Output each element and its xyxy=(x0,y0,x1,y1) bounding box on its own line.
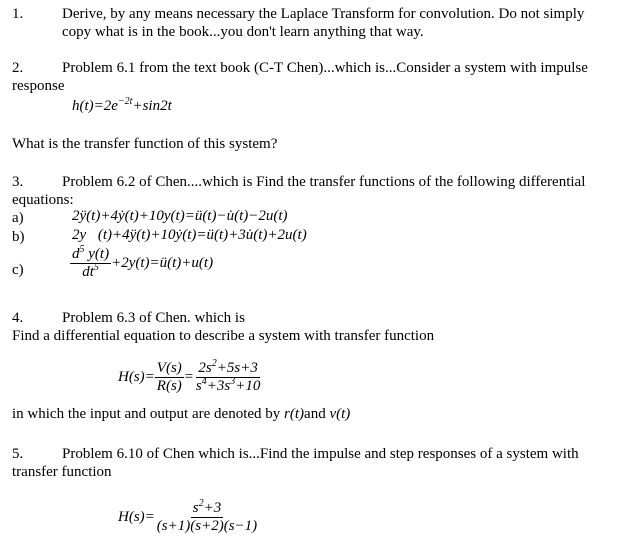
q5-line1: Problem 6.10 of Chen which is...Find the impulse and step responses of a system with xyxy=(62,446,579,462)
q4-fraction-vr xyxy=(155,360,184,395)
q1-line1: Derive, by any means necessary the Laplace Transform for convolution. Do not simply xyxy=(62,6,585,22)
q3-c-equation xyxy=(70,246,213,281)
q4-line3-v: v(t) xyxy=(329,406,351,422)
q4-transfer-function xyxy=(118,360,262,395)
q2-line1: Problem 6.1 from the text book (C-T Chen)...which is...Consider a system with impulse xyxy=(62,60,588,76)
q5-transfer-function xyxy=(118,500,259,535)
q4-equals: = xyxy=(183,369,194,385)
q2-equation: $h(t)=2e^{-2t}+\sin 2t$ xyxy=(72,96,172,114)
q3-b-equation: 2y⃛(t)+4ÿ(t)+10ẏ(t)=ü(t)+3u̇(t)+2u(t) xyxy=(72,227,307,243)
q3-c-rest: +2y(t)=ü(t)+u(t) xyxy=(111,255,214,271)
q3-line2: equations: xyxy=(12,192,74,208)
q5-h-lhs: H(s)= xyxy=(118,509,155,525)
q4-line3-text: in which the input and output are denoted by xyxy=(12,406,281,422)
q5-frac-den: (s+1)(s+2)(s−1) xyxy=(156,518,258,534)
q3-a-label: a) xyxy=(12,210,24,226)
q4-line3 xyxy=(12,406,350,423)
q4-line3-and: and xyxy=(304,406,326,422)
q2-number: 2. xyxy=(12,60,24,76)
q1-line2: copy what is in the book...you don't learn anything that way. xyxy=(62,24,424,40)
q4-frac1-den: R(s) xyxy=(156,378,182,394)
q3-line1: Problem 6.2 of Chen....which is Find the transfer functions of the following differential xyxy=(62,174,586,190)
q4-line1: Problem 6.3 of Chen. which is xyxy=(62,310,245,326)
q3-b-label: b) xyxy=(12,229,25,245)
q3-c-label: c) xyxy=(12,262,24,278)
q4-line2: Find a differential equation to describe a system with transfer function xyxy=(12,328,435,344)
q5-line2: transfer function xyxy=(12,464,112,480)
q4-frac1-num: V(s) xyxy=(156,360,182,376)
q3-c-derivative-fraction: $\frac{d^5 y(t)}{dt^5}$ xyxy=(72,244,110,280)
q4-number: 4. xyxy=(12,310,24,326)
q5-number: 5. xyxy=(12,446,24,462)
q4-line3-r: r(t) xyxy=(284,406,305,422)
q5-fraction: $\frac{s^2+3}{(s+1)(s+2)(s-1)}$ xyxy=(156,498,258,534)
q4-fraction-poly: $\frac{2s^2+5s+3}{s^4+3s^3+10}$ xyxy=(195,358,261,394)
q3-a-equation: 2ÿ(t)+4ẏ(t)+10y(t)=ü(t)−u̇(t)−2u(t) xyxy=(72,208,288,224)
q2-question: What is the transfer function of this system? xyxy=(12,136,278,152)
q4-h-lhs: H(s)= xyxy=(118,369,155,385)
q2-line2: response xyxy=(12,78,65,94)
q1-number: 1. xyxy=(12,6,24,22)
q3-number: 3. xyxy=(12,174,24,190)
